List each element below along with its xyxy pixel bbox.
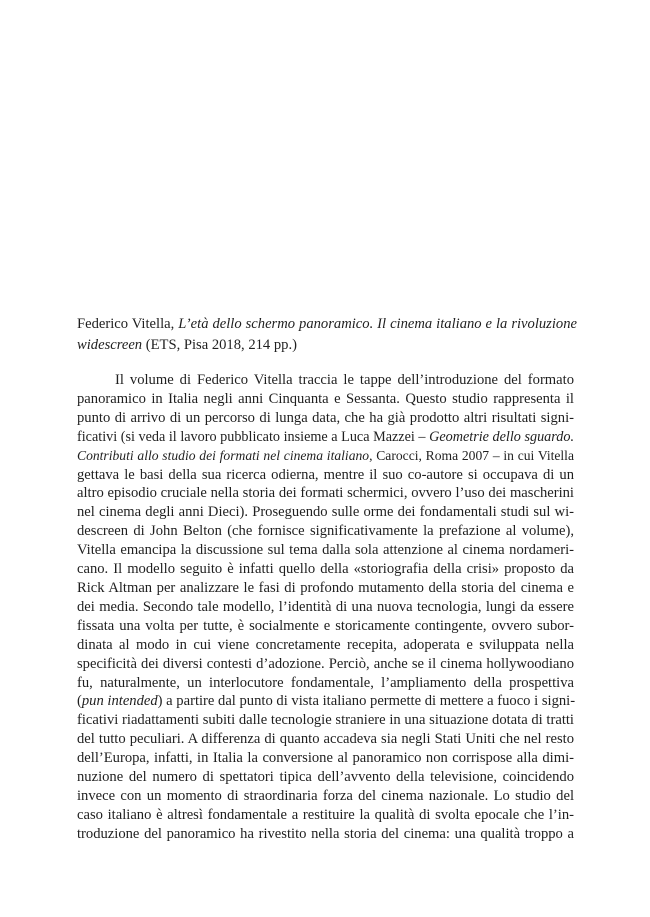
text-line xyxy=(77,560,574,579)
review-heading xyxy=(77,314,577,356)
text-run: fissata una volta per tutte, è socialmente e storicamente contingente, ovvero subor- xyxy=(77,617,574,634)
text-run: dei media. Secondo tale modello, l’identità di una nuova tecnologia, lungi da essere xyxy=(77,598,574,615)
text-line xyxy=(77,768,574,787)
text-line xyxy=(77,655,574,674)
text-line xyxy=(77,409,574,428)
text-run: descreen di John Belton (che fornisce significativamente la prefazione al volume), xyxy=(77,523,574,540)
text-line xyxy=(77,484,574,503)
review-publication-info: (ETS, Pisa 2018, 214 pp.) xyxy=(145,337,297,353)
review-book-title: L’età dello schermo panoramico. Il cinema italiano e la rivoluzione widescreen xyxy=(77,316,577,353)
text-run: ) a partire dal punto di vista italiano permette di mettere a fuoco i signi- xyxy=(157,693,576,710)
italic-text-run: pun intended xyxy=(81,693,158,710)
text-run: invece con un momento di straordinaria forza del cinema nazionale. Lo studio del xyxy=(77,787,574,804)
text-line xyxy=(77,522,574,541)
text-line xyxy=(77,674,574,693)
italic-text-run: Geometrie dello sguardo. xyxy=(429,428,575,445)
text-line xyxy=(77,371,574,390)
text-run: dinata al modo in cui viene concretamente recepita, adoperata e sviluppata nella xyxy=(77,636,574,653)
text-run: fu, naturalmente, un interlocutore fondamentale, l’ampliamento della prospettiva xyxy=(77,674,574,691)
text-run: nel cinema degli anni Dieci). Proseguendo sulle orme dei fondamentali studi sul wi- xyxy=(77,504,574,521)
text-run: Vitella emancipa la discussione sul tema dalla sola attenzione al cinema nordameri- xyxy=(77,542,574,559)
text-line xyxy=(77,541,574,560)
text-run: ficativi (si veda il lavoro pubblicato insieme a Luca Mazzei – xyxy=(77,428,430,445)
text-run: panoramico in Italia negli anni Cinquanta e Sessanta. Questo studio rappresenta il xyxy=(77,390,574,407)
text-line xyxy=(77,390,574,409)
text-line xyxy=(77,787,574,806)
text-run: specificità dei diversi contesti d’adozione. Perciò, anche se il cinema hollywoodiano xyxy=(77,655,574,672)
text-run: gettava le basi della sua ricerca odierna, mentre il suo co-autore si occupava di un xyxy=(77,466,574,483)
text-run: cano. Il modello seguito è infatti quello della «storiografia della crisi» proposto da xyxy=(77,561,574,578)
text-run: del tutto peculiari. A differenza di quanto accadeva sia negli Stati Uniti che nel resto xyxy=(77,731,574,748)
text-line xyxy=(77,730,574,749)
text-line xyxy=(77,711,574,730)
text-run: Il volume di Federico Vitella traccia le tappe dell’introduzione del formato xyxy=(115,372,574,388)
text-run: dell’Europa, infatti, in Italia la conversione al panoramico non corrispose alla dimi- xyxy=(77,750,574,767)
text-line xyxy=(77,636,574,655)
review-body-paragraph xyxy=(77,371,574,844)
text-run: ( xyxy=(77,693,82,710)
text-line xyxy=(77,466,574,485)
text-line xyxy=(77,447,574,466)
text-line xyxy=(77,617,574,636)
text-run: punto di arrivo di un percorso di lunga data, che ha già prodotto altri risultati signi- xyxy=(77,409,574,426)
text-run: Rick Altman per analizzare le fasi di profondo mutamento della storia del cinema e xyxy=(77,579,574,596)
text-line xyxy=(77,806,574,825)
review-author: Federico Vitella, xyxy=(77,316,175,332)
text-run: troduzione del panoramico ha rivestito nella storia del cinema: una qualità troppo a xyxy=(77,825,574,842)
text-run: caso italiano è altresì fondamentale a restituire la qualità di svolta epocale che l’in- xyxy=(77,806,574,823)
text-line xyxy=(77,598,574,617)
text-line xyxy=(77,825,574,844)
text-line xyxy=(77,579,574,598)
text-line xyxy=(77,428,574,447)
text-run: altro episodio cruciale nella storia dei formati schermici, ovvero l’uso dei mascherini xyxy=(77,485,574,502)
text-run: , Carocci, Roma 2007 – in cui Vitella xyxy=(369,447,574,463)
text-line xyxy=(77,749,574,768)
text-run: ficativi riadattamenti subiti dalle tecnologie straniere in una situazione dotata di tratti xyxy=(77,712,574,729)
text-line xyxy=(77,692,574,711)
italic-text-run: Contributi allo studio dei formati nel cinema italiano xyxy=(77,447,370,463)
text-run: nuzione del numero di spettatori tipica dell’avvento della televisione, coincidendo xyxy=(77,769,574,786)
text-line xyxy=(77,503,574,522)
